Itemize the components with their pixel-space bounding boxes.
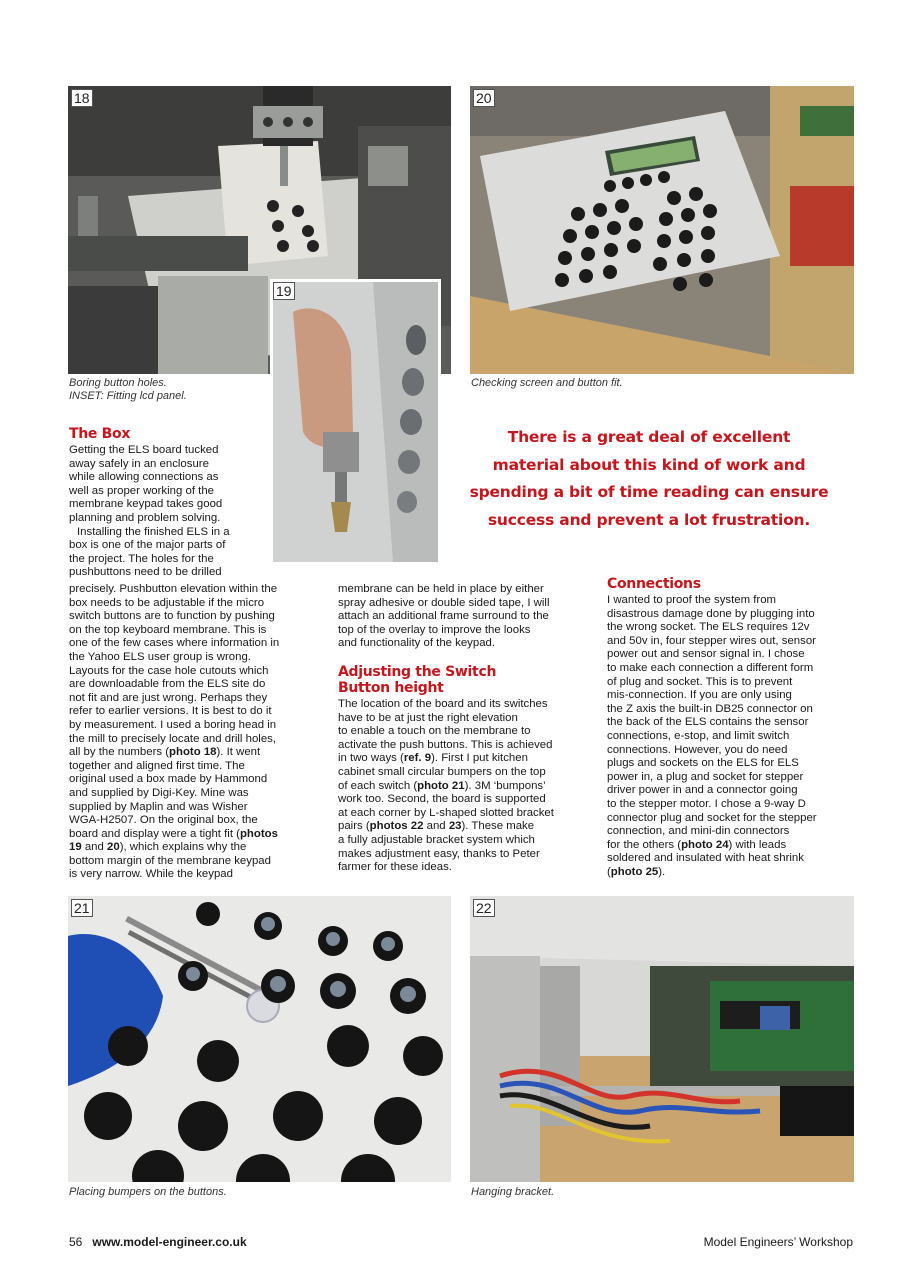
photo-reference: 20 <box>107 841 120 854</box>
photo-reference: 19 <box>69 841 82 854</box>
photo-reference: 22 <box>410 820 424 833</box>
photo-number: 18 <box>71 89 93 107</box>
footer-left <box>69 1235 247 1249</box>
photo-22 <box>470 896 854 1182</box>
the-box-continued: precisely. Pushbutton elevation within the box needs to be adjustable if the micro switch buttons are to function by pushing on the top keyboard membrane. This is one of the few cases where information in the Yahoo ELS user group is wrong. Layouts for the case hole cutouts which are downloadable from the ELS site do not fit and are just wrong. Perhaps they refer to earlier versions. It is best to do it by measurement. I used a boring head in the mill to precisely locate and drill holes, all by the numbers (photo 18). It went together and aligned first time. The original used a box made by Hammond and supplied by Digi-Key. Mine was supplied by Maplin and was Wisher WGA-H2507. On the original box, the board and display were a tight fit (photos 19 and 20), which explains why the bottom margin of the membrane keypad is very narrow. While the keypad <box>69 583 280 881</box>
photo-reference: photos <box>239 827 278 840</box>
photo-21-image <box>68 896 451 1182</box>
photo-reference: photo 18 <box>169 746 217 759</box>
photo-21 <box>68 896 451 1182</box>
ref-reference: ref. 9 <box>403 752 432 765</box>
the-box-section: The Box Getting the ELS board tucked away safely in an enclosure while allowing connections as well as proper working of the membrane keypad takes good planning and problem solving. Installing the finished ELS in a box is one of the major parts of the project. The holes for the pushbuttons need to be drilled <box>69 426 269 580</box>
photo-22-caption: Hanging bracket. <box>471 1186 555 1198</box>
photo-reference: photos <box>369 820 408 833</box>
website-link[interactable]: www.model-engineer.co.uk <box>92 1235 247 1249</box>
magazine-name: Model Engineers’ Workshop <box>703 1235 853 1249</box>
photo-number: 21 <box>71 899 93 917</box>
photo-reference: 23 <box>448 820 462 833</box>
photo-20 <box>470 86 854 374</box>
middle-column: membrane can be held in place by either spray adhesive or double sided tape, I will attach an additional frame surround to the top of the overlay to improve the looks and functionality of the keypad. Adjusting the Switch Button height The location of the board and its switches have to be at just the right elevation to enable a touch on the membrane to activate the push buttons. This is achieved in two ways (ref. 9). First I put kitchen cabinet small circular bumpers on the top of each switch (photo 21). 3M ‘bumpons’ work too. Second, the board is supported at each corner by L-shaped slotted bracket pairs (photos 22 and 23). These make a fully adjustable bracket system which makes adjustment easy, thanks to Peter farmer for these ideas. <box>338 583 590 875</box>
photo-20-caption: Checking screen and button fit. <box>471 377 623 389</box>
photo-reference: photo 25 <box>610 865 659 878</box>
page-number: 56 <box>69 1235 83 1249</box>
pull-quote: There is a great deal of excellent material about this kind of work and spending a bit of time reading can ensure success and prevent a lot frustration. <box>469 428 829 529</box>
section-heading-adjusting: Adjusting the Switch Button height <box>338 663 497 696</box>
photo-18-caption: Boring button holes. INSET: Fitting lcd panel. <box>69 377 187 402</box>
photo-reference: photo 24 <box>681 838 729 851</box>
photo-21-caption: Placing bumpers on the buttons. <box>69 1186 227 1198</box>
photo-number: 19 <box>273 282 295 300</box>
photo-reference: photo 21 <box>417 779 465 792</box>
photo-19-image <box>273 282 438 562</box>
photo-20-image <box>470 86 854 374</box>
section-heading: Connections <box>607 576 701 592</box>
photo-number: 20 <box>473 89 495 107</box>
photo-22-image <box>470 896 854 1182</box>
photo-number: 22 <box>473 899 495 917</box>
photo-19 <box>270 279 441 565</box>
section-heading: The Box <box>69 426 131 442</box>
connections-section: Connections I wanted to proof the system from disastrous damage done by plugging into the wrong socket. The ELS requires 12v and 50v in, four stepper wires out, sensor power out and sensor signal in. I chose to make each connection a different form of plug and socket. This is to prevent mis-connection. If you are only using the Z axis the built-in DB25 connector on the back of the ELS contains the sensor connections, e-stop, and limit switch connections. However, you do need plugs and sockets on the ELS for ELS power in, a plug and socket for stepper driver power in and a connector going to the stepper motor. I chose a 9-way D connector plug and socket for the stepper connection, and mini-din connectors for the others (photo 24) with leads soldered and insulated with heat shrink (photo 25). <box>607 576 857 879</box>
